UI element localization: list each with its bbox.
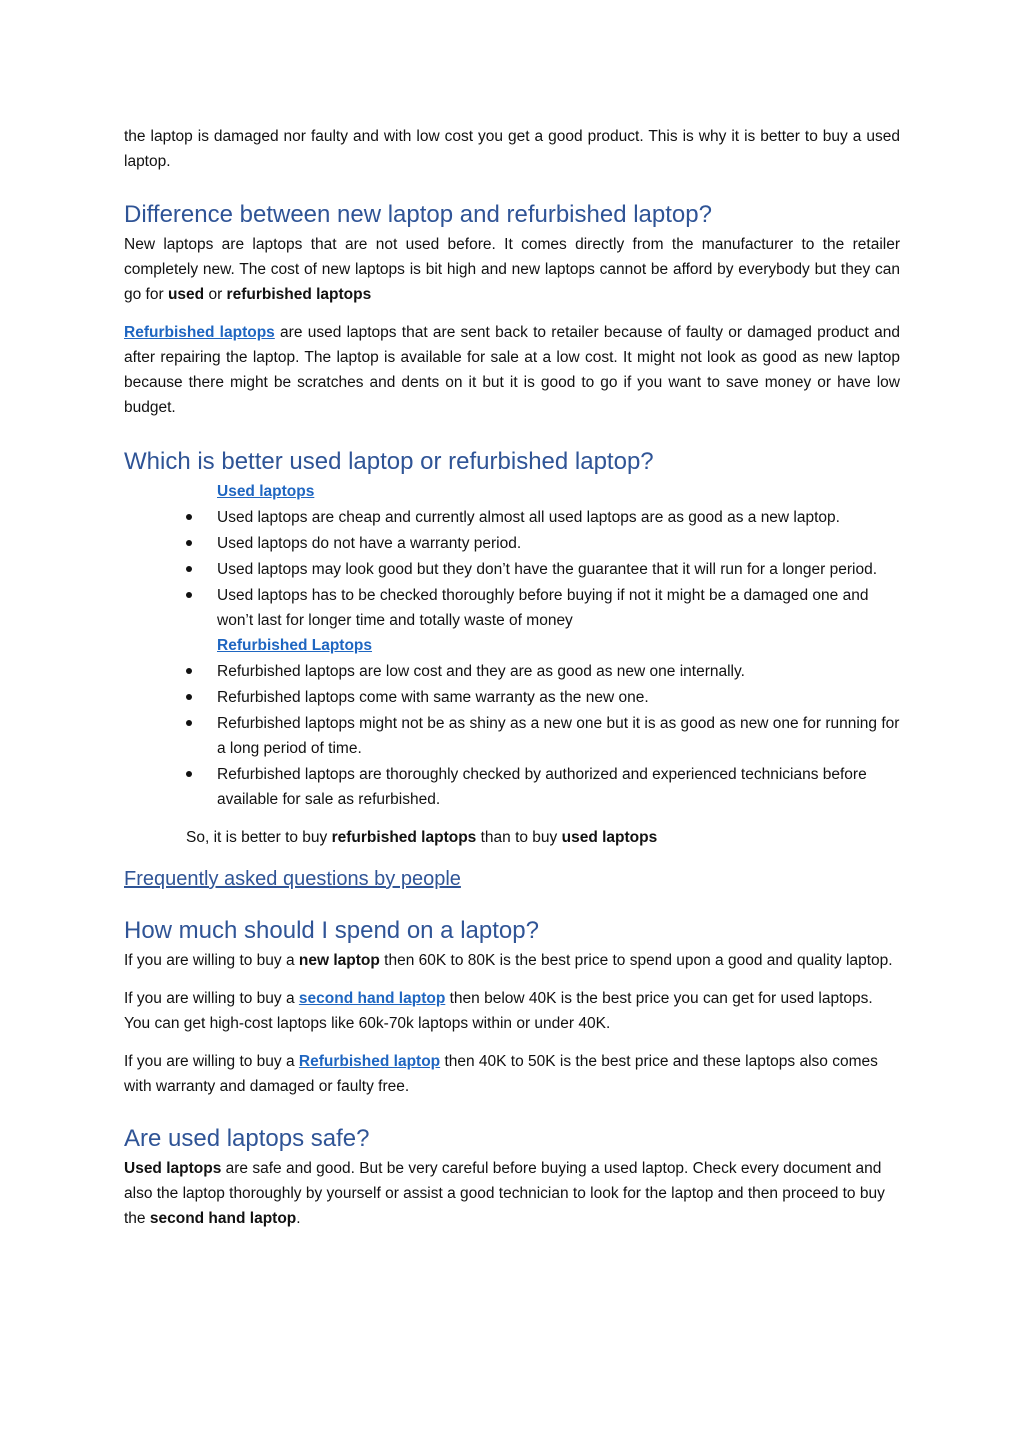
- faq-heading: [124, 865, 900, 893]
- spend-second-hand-paragraph: If you are willing to buy a second hand laptop then below 40K is the best price you can get for used laptops. You can get high-cost laptops like 60k-70k laptops within or under 40K.: [124, 990, 873, 1032]
- document-page: [124, 124, 900, 1231]
- refurbished-laptop-link[interactable]: Refurbished laptop: [298, 1053, 441, 1070]
- bold-second-hand-laptop: second hand laptop: [149, 1210, 297, 1227]
- list-item: Refurbished laptops come with same warranty as the new one.: [124, 685, 900, 710]
- refurbished-paragraph: [124, 320, 900, 420]
- used-laptops-subheading: [124, 479, 900, 504]
- bullet-icon: [186, 694, 192, 700]
- bullet-icon: [186, 592, 192, 598]
- bold-used-laptops-safe: Used laptops: [124, 1160, 222, 1177]
- new-laptops-paragraph: [124, 232, 900, 307]
- list-item: Used laptops do not have a warranty period.: [124, 531, 900, 556]
- list-item: Refurbished laptops are low cost and they are as good as new one internally.: [124, 659, 900, 684]
- refurbished-laptops-link[interactable]: Refurbished laptops: [124, 324, 275, 341]
- conclusion-paragraph: So, it is better to buy refurbished laptops than to buy used laptops: [186, 829, 658, 846]
- faq-link[interactable]: Frequently asked questions by people: [124, 868, 461, 890]
- list-item: Used laptops has to be checked thoroughly before buying if not it might be a damaged one and won’t last for longer time and totally waste of money: [124, 583, 900, 633]
- refurbished-paragraph-text: are used laptops that are sent back to retailer because of faulty or damaged product and after repairing the laptop. The laptop is available for sale at a low cost. It might not look as good as new laptop because there might be scratches and dents on it but it is good to go if you want to save money or have low budget.: [124, 324, 900, 416]
- intro-paragraph: [124, 124, 900, 174]
- section-heading-difference: Difference between new laptop and refurbished laptop?: [124, 201, 712, 228]
- bullet-icon: [186, 566, 192, 572]
- bold-used-laptops: used laptops: [561, 829, 658, 846]
- spend-new-paragraph: If you are willing to buy a new laptop then 60K to 80K is the best price to spend upon a good and quality laptop.: [124, 952, 893, 969]
- new-laptops-text: New laptops are laptops that are not used before. It comes directly from the manufacturer to the retailer completely new. The cost of new laptops is bit high and new laptops cannot be afford by everybody but they can go for: [124, 236, 900, 303]
- list-item: Refurbished laptops might not be as shiny as a new one but it is as good as new one for running for a long period of time.: [124, 711, 900, 761]
- refurbished-laptops-list: [124, 659, 900, 812]
- list-item: Used laptops are cheap and currently almost all used laptops are as good as a new laptop.: [124, 505, 900, 530]
- second-hand-laptop-link[interactable]: second hand laptop: [298, 990, 446, 1007]
- bullet-icon: [186, 514, 192, 520]
- list-item: Used laptops may look good but they don’t have the guarantee that it will run for a longer period.: [124, 557, 900, 582]
- bold-used: used: [167, 286, 205, 303]
- bold-refurbished-laptops: refurbished laptops: [226, 286, 372, 303]
- refurbished-laptops-subheading: [124, 633, 900, 658]
- section-heading-spend: How much should I spend on a laptop?: [124, 917, 539, 944]
- used-laptops-list: [124, 505, 900, 633]
- section-heading-safe: Are used laptops safe?: [124, 1125, 370, 1152]
- bold-new-laptop: new laptop: [298, 952, 380, 969]
- intro-text: the laptop is damaged nor faulty and with low cost you get a good product. This is why it is better to buy a used laptop.: [124, 128, 900, 170]
- safe-paragraph: Used laptops are safe and good. But be very careful before buying a used laptop. Check every document and also the laptop thoroughly by yourself or assist a good technician to look for the laptop and then proceed to buy the second hand laptop.: [124, 1160, 885, 1227]
- or-text: or: [204, 286, 227, 303]
- bullet-icon: [186, 720, 192, 726]
- spend-refurbished-paragraph: If you are willing to buy a Refurbished laptop then 40K to 50K is the best price and these laptops also comes with warranty and damaged or faulty free.: [124, 1053, 878, 1095]
- refurbished-laptops-section-link[interactable]: Refurbished Laptops: [217, 637, 373, 654]
- bold-refurbished: refurbished laptops: [331, 829, 477, 846]
- used-laptops-link[interactable]: Used laptops: [217, 483, 315, 500]
- list-item: Refurbished laptops are thoroughly checked by authorized and experienced technicians before available for sale as refurbished.: [124, 762, 900, 812]
- section-heading-which-better: Which is better used laptop or refurbished laptop?: [124, 448, 654, 475]
- bullet-icon: [186, 668, 192, 674]
- bullet-icon: [186, 771, 192, 777]
- bullet-icon: [186, 540, 192, 546]
